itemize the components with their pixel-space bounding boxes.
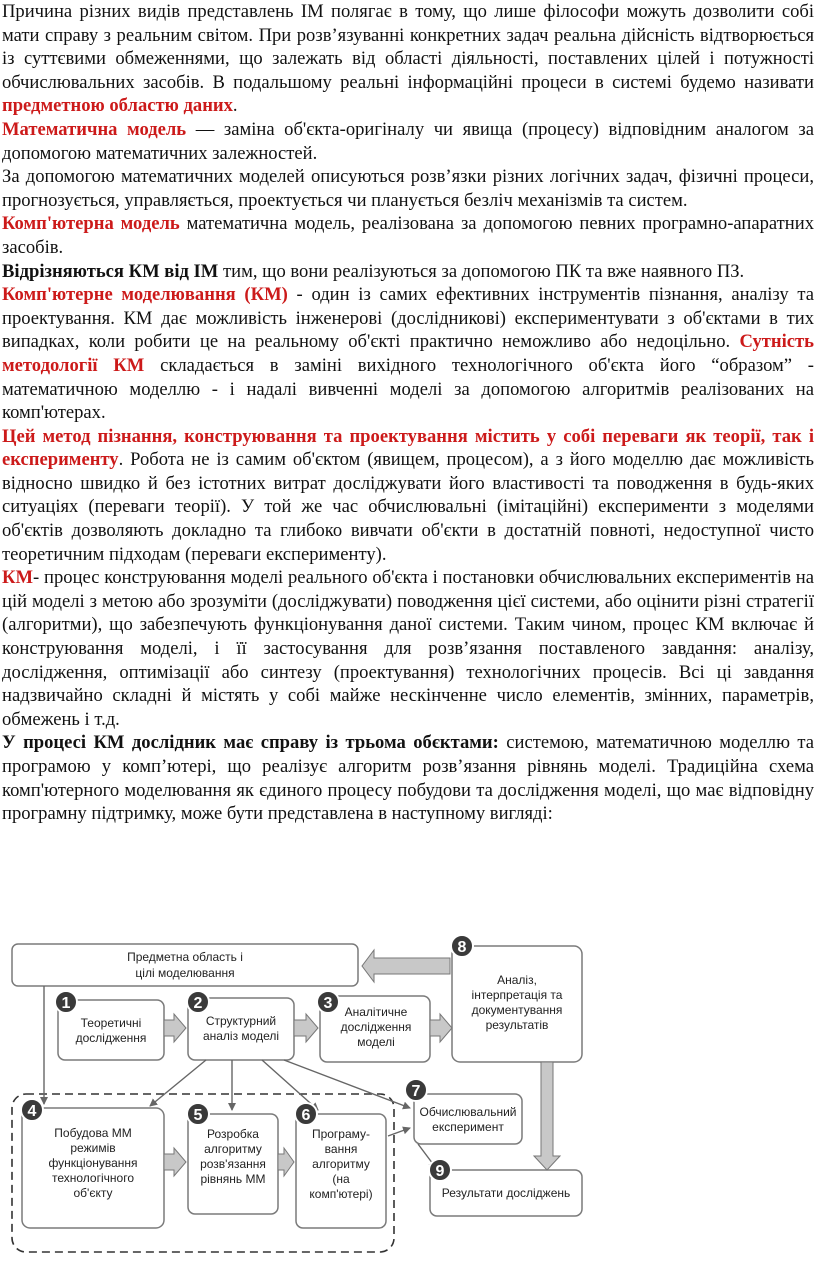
box-3-line-1: Аналітичне	[344, 1005, 408, 1019]
box-4-line-5: об'єкту	[73, 1186, 113, 1200]
paragraph-5	[2, 260, 814, 284]
box-4-line-2: режимів	[70, 1141, 116, 1155]
box-7-line-2: експеримент	[432, 1120, 504, 1134]
paragraph-3	[2, 165, 814, 212]
p5-text: тим, що вони реалізуються за допомогою ПК та вже наявного ПЗ.	[218, 260, 745, 282]
box-6-line-5: комп'ютері)	[309, 1187, 373, 1201]
line-2-to-6	[262, 1060, 318, 1110]
badge-8-number: 8	[457, 939, 467, 956]
paragraph-8	[2, 566, 814, 731]
badge-6-number: 6	[301, 1107, 311, 1124]
badge-9	[429, 1159, 451, 1181]
box-2-line-2: аналіз моделі	[202, 1029, 280, 1043]
p5-bold: Відрізняються КМ від ІМ	[2, 260, 219, 282]
paragraph-1	[2, 0, 814, 118]
box-5-line-3: розв'язання	[200, 1157, 266, 1171]
box-5-line-4: рівнянь ММ	[200, 1172, 266, 1186]
paragraph-9	[2, 731, 814, 825]
top-box-line-2: цілі моделювання	[135, 966, 235, 980]
box-7	[414, 1094, 522, 1144]
p6-text2: складається в заміні вихідного технологічного об'єкта його “образом” - математичною моделлю - і надалі вивченні моделі за допомогою алгоритмів реалізованих на комп'ютерах.	[2, 354, 814, 424]
line-2-to-4	[150, 1060, 206, 1106]
p8-text: - процес конструювання моделі реального об'єкта і постановки обчислювальних експериментів на цій моделі з метою або зрозуміти (досліджувати) поводження цієї системи, або оцінити різні стратегії (алгоритми), що забезпечують функціонування даної системи. Таким чином, процес КМ включає й конструювання моделі, і її застосування для розв’язання поставленого завдання: аналізу, дослідження, оптимізації або синтезу (проектування) технологічних процесів. Всі ці завдання надзвичайно складні й містять у собі майже нескінченне число елементів, змінних, параметрів, обмежень і т.д.	[2, 567, 814, 730]
badge-2	[187, 991, 209, 1013]
badge-4-number: 4	[27, 1103, 37, 1120]
badge-2-number: 2	[193, 995, 203, 1012]
box-3-line-2: дослідження	[340, 1020, 412, 1034]
box-6-line-4: (на	[332, 1172, 350, 1186]
paragraph-7	[2, 425, 814, 567]
box-8-line-1: Аналіз,	[497, 973, 537, 987]
paragraph-2	[2, 118, 814, 165]
badge-4	[21, 1099, 43, 1121]
p1-text: Причина різних видів представлень ІМ полягає в тому, що лише філософи можуть дозволити собі мати справу з реальним світом. При розв’язуванні конкретних задач реальна дійсність відтворюється із суттєвими обмеженнями, що залежать від області діяльності, поставлених цілей і потужності обчислювальних засобів. В подальшому реальні інформаційні процеси в системі будемо називати	[2, 1, 814, 93]
p6-text: - один із самих ефективних інструментів пізнання, аналізу та проектування. КМ дає можливість інженерові (дослідникові) експериментувати з об'єктами в тих випадках, коли робити це на реальному об'єкті практично неможливо або недоцільно.	[2, 284, 814, 353]
box-8-line-4: результатів	[485, 1018, 549, 1032]
p1-term: предметною областю даних	[2, 95, 233, 117]
box-8-line-2: інтерпретація та	[471, 988, 563, 1002]
badge-1	[55, 991, 77, 1013]
box-6-line-3: алгоритму	[312, 1157, 370, 1171]
p6-term2: Сутність методології КМ	[2, 331, 814, 376]
badge-1-number: 1	[61, 995, 71, 1012]
paragraph-4	[2, 212, 814, 259]
box-3-line-3: моделі	[357, 1035, 395, 1049]
top-box-line-1: Предметна область і	[127, 950, 243, 964]
box-4-line-4: технологічного	[51, 1171, 135, 1185]
badge-3-number: 3	[323, 995, 333, 1012]
box-4-line-3: функціонування	[48, 1156, 138, 1170]
p2-text: — заміна об'єкта-оригіналу чи явища (процесу) відповідним аналогом за допомогою математичних залежностей.	[2, 118, 814, 164]
box-1-line-1: Теоретичні	[80, 1016, 142, 1030]
badge-7-number: 7	[411, 1083, 421, 1100]
badge-6	[295, 1103, 317, 1125]
p6-term: Комп'ютерне моделювання (КМ)	[2, 284, 288, 306]
p9-bold: У процесі КМ дослідник має справу із трьома обєктами:	[2, 732, 499, 754]
p7-text: . Робота не із самим об'єктом (явищем, процесом), а з його моделлю дає можливість відносно швидко й без істотних витрат досліджувати його властивості та поводження в будь-яких ситуаціях (переваги теорії). У той же час обчислювальні (імітаційні) експерименти з моделями об'єктів дозволяють докладно та глибоко вивчати об'єкти в достатній повноті, недоступної чисто теоретичним підходам (переваги експерименту).	[2, 449, 814, 565]
arrow-2-to-3	[294, 1014, 318, 1042]
box-5-line-2: алгоритму	[204, 1142, 262, 1156]
modeling-scheme-diagram	[0, 932, 816, 1262]
p8-term: КМ	[2, 567, 34, 589]
box-6-line-1: Програму-	[311, 1127, 371, 1141]
box-6-line-2: вання	[324, 1142, 358, 1156]
p4-term: Комп'ютерна модель	[2, 213, 180, 235]
badge-3	[317, 991, 339, 1013]
line-6-to-7	[388, 1128, 410, 1136]
p4-text: математична модель, реалізована за допомогою певних програмно-апаратних засобів.	[2, 213, 814, 258]
paragraph-6	[2, 283, 814, 425]
box-4-line-1: Побудова ММ	[54, 1126, 132, 1140]
p7-term: Цей метод пізнання, конструювання та проектування містить у собі переваги як теорії, так і експерименту	[2, 425, 814, 471]
arrow-8-to-top	[362, 950, 450, 982]
box-5-line-1: Розробка	[207, 1127, 259, 1141]
p2-term: Математична модель	[2, 118, 187, 140]
p3-text: За допомогою математичних моделей описуються розв’язки різних логічних задач, фізичні процеси, прогнозується, управляється, проектується чи планується безліч механізмів та систем.	[2, 166, 814, 211]
arrow-8-to-9	[534, 1062, 560, 1170]
badge-8	[451, 935, 473, 957]
box-1-line-2: дослідження	[75, 1031, 147, 1045]
box-2-line-1: Структурний	[205, 1014, 277, 1028]
badge-5-number: 5	[193, 1107, 203, 1124]
box-7-line-1: Обчислювальний	[419, 1105, 517, 1119]
p1-end: .	[232, 95, 238, 117]
arrow-4-to-5	[164, 1148, 186, 1176]
badge-7	[405, 1079, 427, 1101]
p9-text: системою, математичною моделлю та програмою у комп’ютері, що реалізує алгоритм розв’язання рівнянь моделі. Традиційна схема комп'ютерного моделювання як єдиного процесу побудови та дослідження моделі, що має відповідну програмну підтримку, може бути представлена в наступному вигляді:	[2, 732, 814, 825]
badge-5	[187, 1103, 209, 1125]
line-2-to-7	[284, 1060, 410, 1108]
arrow-1-to-2	[164, 1014, 186, 1042]
box-9-line-1: Результати досліджень	[441, 1186, 571, 1200]
arrow-3-to-8	[430, 1014, 452, 1042]
arrow-5-to-6	[278, 1148, 294, 1176]
box-8-line-3: документування	[471, 1003, 563, 1017]
badge-9-number: 9	[435, 1163, 445, 1180]
